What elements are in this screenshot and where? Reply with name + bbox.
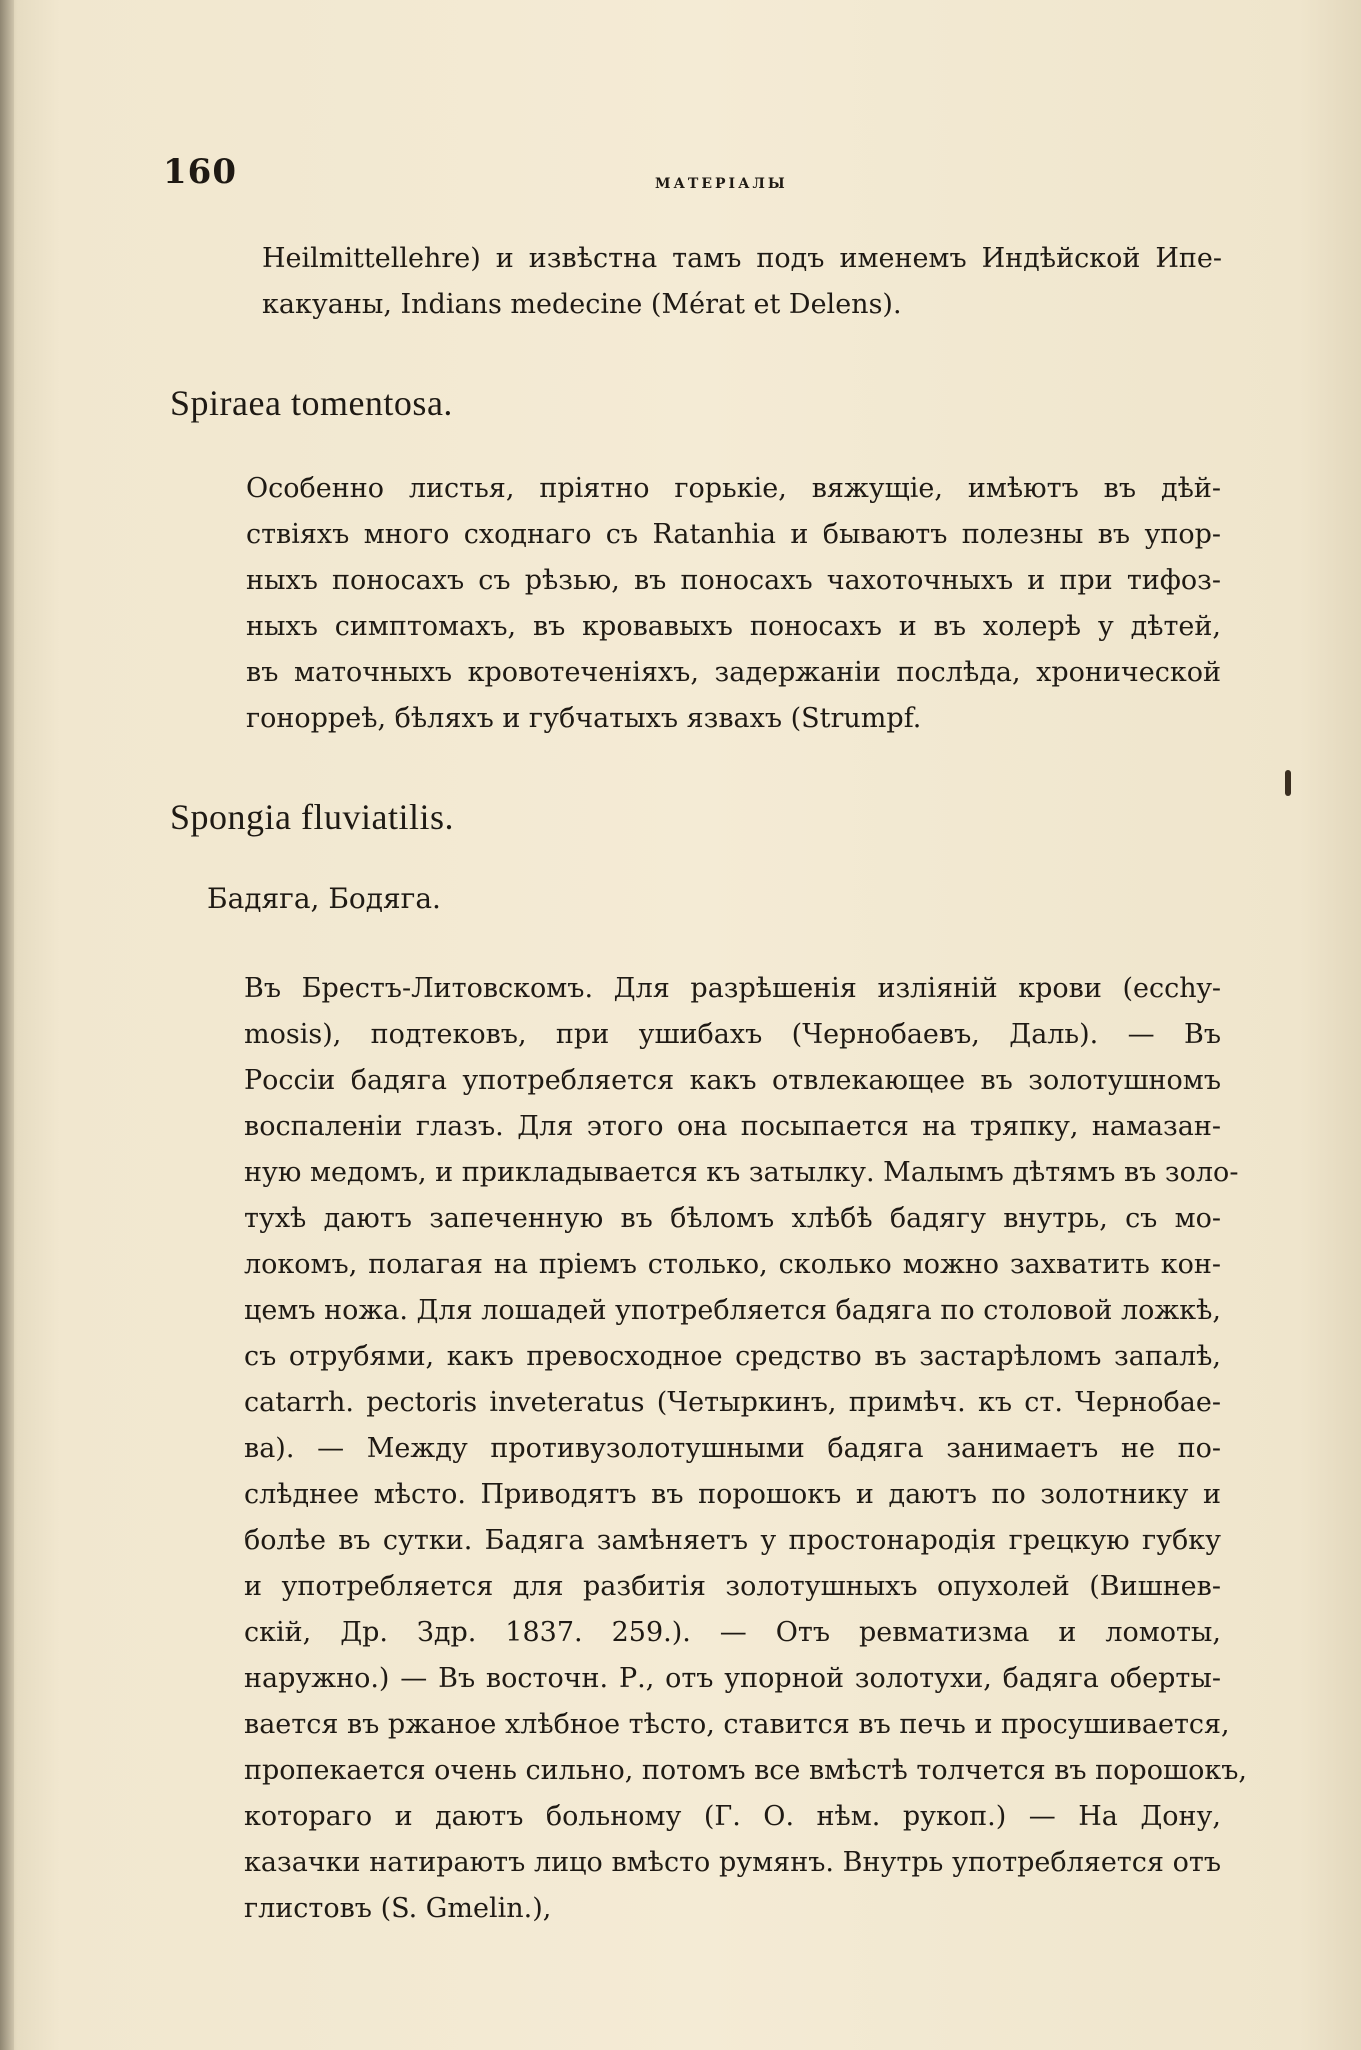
margin-ink-mark <box>1285 770 1291 796</box>
text-line: воспаленіи глазъ. Для этого она посыпается на тряпку, намазан- <box>244 1111 1221 1142</box>
entry-paragraph-spongia <box>244 966 1247 1932</box>
text-line: ва). — Между противузолотушными бадяга занимаетъ не по- <box>244 1433 1221 1464</box>
text-line: ныхъ поносахъ съ рѣзью, въ поносахъ чахоточныхъ и при тифоз- <box>246 565 1221 596</box>
page-spine-shadow <box>0 0 14 2050</box>
text-line: Особенно листья, пріятно горькіе, вяжущіе, имѣютъ въ дѣй- <box>246 473 1221 504</box>
text-line: слѣднее мѣсто. Приводятъ въ порошокъ и даютъ по золотнику и <box>244 1479 1221 1510</box>
running-head: МАТЕРІАЛЫ <box>655 176 788 192</box>
text-line: скій, Др. Здр. 1837. 259.). — Отъ ревматизма и ломоты, <box>244 1617 1221 1648</box>
text-line: и употребляется для разбитія золотушныхъ опухолей (Вишнев- <box>244 1571 1221 1602</box>
text-line: catarrh. pectoris inveteratus (Четыркинъ, примѣч. къ ст. Чернобае- <box>244 1387 1221 1418</box>
text-line: болѣе въ сутки. Бадяга замѣняетъ у простонародія грецкую губку <box>244 1525 1221 1556</box>
text-line: mosis), подтековъ, при ушибахъ (Чернобаевъ, Даль). — Въ <box>244 1019 1221 1050</box>
text-line: казачки натираютъ лицо вмѣсто румянъ. Внутрь употребляется отъ <box>244 1847 1221 1878</box>
entry-title-spiraea: Spiraea tomentosa. <box>170 383 453 423</box>
entry-paragraph-spiraea <box>246 466 1221 742</box>
text-line: ную медомъ, и прикладывается къ затылку. Малымъ дѣтямъ въ золо- <box>244 1157 1239 1188</box>
text-line: глистовъ (S. Gmelin.), <box>244 1893 552 1924</box>
page-number: 160 <box>163 152 237 192</box>
intro-paragraph <box>262 236 1222 328</box>
text-line: ствіяхъ много сходнаго съ Ratanhia и бываютъ полезны въ упор- <box>246 519 1221 550</box>
entry-title-spongia: Spongia fluviatilis. <box>170 797 454 837</box>
text-line: Heilmittellehre) и извѣстна тамъ подъ именемъ Индѣйской Ипе- <box>262 243 1222 274</box>
text-line: Въ Брестъ-Литовскомъ. Для разрѣшенія изліяній крови (ecchy- <box>244 973 1221 1004</box>
text-line: съ отрубями, какъ превосходное средство въ застарѣломъ запалѣ, <box>244 1341 1221 1372</box>
text-line: пропекается очень сильно, потомъ все вмѣстѣ толчется въ порошокъ, <box>244 1755 1247 1786</box>
text-line: наружно.) — Въ восточн. Р., отъ упорной золотухи, бадяга оберты- <box>244 1663 1221 1694</box>
text-line: въ маточныхъ кровотеченіяхъ, задержаніи послѣда, хронической <box>246 657 1221 688</box>
text-line: тухѣ даютъ запеченную въ бѣломъ хлѣбѣ бадягу внутрь, съ мо- <box>244 1203 1221 1234</box>
text-line: локомъ, полагая на пріемъ столько, сколько можно захватить кон- <box>244 1249 1221 1280</box>
text-line: котораго и даютъ больному (Г. О. нѣм. рукоп.) — На Дону, <box>244 1801 1221 1832</box>
text-line: гонорреѣ, бѣляхъ и губчатыхъ язвахъ (Strumpf. <box>246 703 922 734</box>
text-line: цемъ ножа. Для лошадей употребляется бадяга по столовой ложкѣ, <box>244 1295 1221 1326</box>
text-line: вается въ ржаное хлѣбное тѣсто, ставится въ печь и просушивается, <box>244 1709 1230 1740</box>
text-line: ныхъ симптомахъ, въ кровавыхъ поносахъ и въ холерѣ у дѣтей, <box>246 611 1221 642</box>
common-names: Бадяга, Бодяга. <box>207 882 441 915</box>
text-line: Россіи бадяга употребляется какъ отвлекающее въ золотушномъ <box>244 1065 1221 1096</box>
text-line: какуаны, Indians medecine (Mérat et Delens). <box>262 289 902 320</box>
